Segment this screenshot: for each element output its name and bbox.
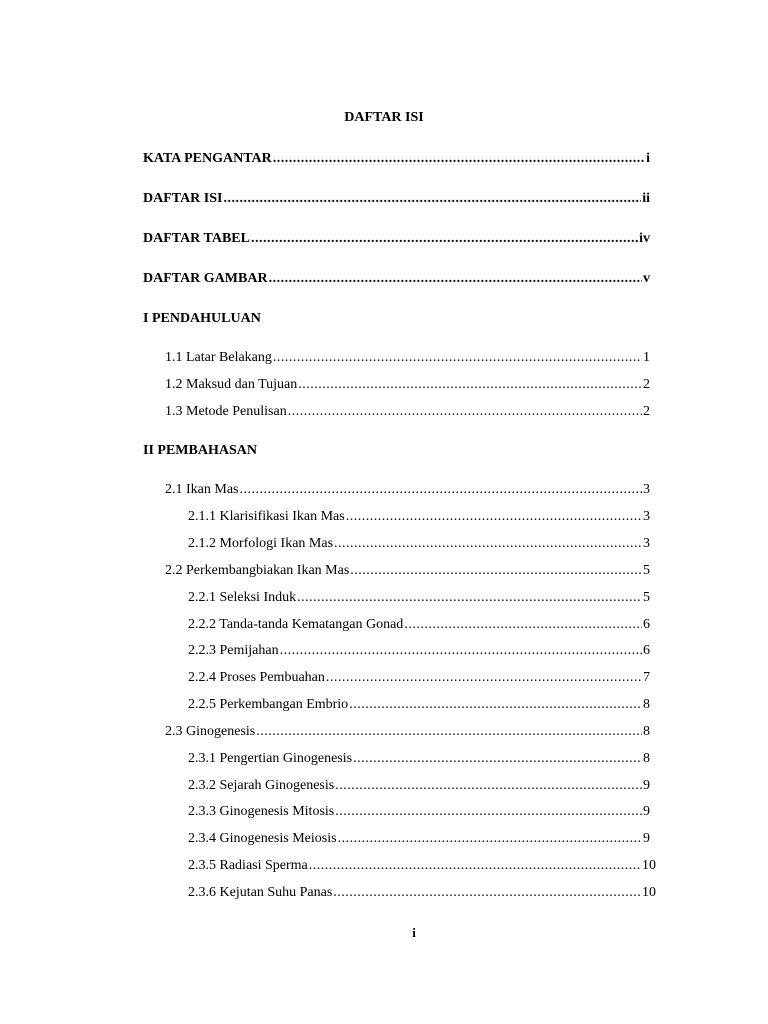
toc-subentry[interactable] [188, 642, 650, 660]
dot-leader [335, 803, 642, 821]
toc-entry-label: 2.3.2 Sejarah Ginogenesis [188, 778, 335, 793]
toc-entry[interactable] [165, 481, 650, 499]
page-title: DAFTAR ISI [344, 110, 424, 125]
toc-entry-daftar-tabel[interactable] [143, 230, 650, 248]
toc-page-number: 8 [643, 751, 650, 766]
toc-page-number: 2 [643, 377, 650, 392]
dot-leader [273, 349, 642, 367]
toc-page-number: 10 [642, 858, 656, 873]
dot-leader [273, 150, 645, 168]
toc-page-number: iv [639, 231, 650, 246]
toc-page-number: 8 [643, 697, 650, 712]
chapter-heading-pembahasan: II PEMBAHASAN [143, 443, 257, 458]
dot-leader [334, 535, 642, 553]
toc-entry-label: 1.2 Maksud dan Tujuan [165, 377, 298, 392]
toc-entry-label: 2.2.2 Tanda-tanda Kematangan Gonad [188, 617, 404, 632]
dot-leader [326, 669, 642, 687]
toc-entry[interactable] [165, 403, 650, 421]
toc-entry-label: 2.1.2 Morfologi Ikan Mas [188, 536, 334, 551]
dot-leader [256, 723, 642, 741]
toc-subentry[interactable] [188, 589, 650, 607]
dot-leader [251, 230, 638, 248]
toc-entry-label: 2.3.4 Ginogenesis Meiosis [188, 831, 337, 846]
toc-page-number: 3 [643, 482, 650, 497]
toc-page-number: 6 [643, 617, 650, 632]
dot-leader [346, 508, 642, 526]
toc-subentry[interactable] [188, 696, 650, 714]
toc-entry-label: 2.3.5 Radiasi Sperma [188, 858, 308, 873]
toc-page-number: 1 [643, 350, 650, 365]
toc-subentry[interactable] [188, 884, 656, 902]
dot-leader [350, 562, 642, 580]
toc-page-number: 10 [642, 885, 656, 900]
toc-entry-label: 2.2 Perkembangbiakan Ikan Mas [165, 563, 350, 578]
toc-entry-label: DAFTAR GAMBAR [143, 271, 268, 286]
toc-entry-label: 1.1 Latar Belakang [165, 350, 272, 365]
toc-entry-label: DAFTAR ISI [143, 191, 223, 206]
toc-subentry[interactable] [188, 803, 650, 821]
toc-entry-label: 2.3 Ginogenesis [165, 724, 256, 739]
dot-leader [223, 190, 641, 208]
toc-entry-label: 2.3.1 Pengertian Ginogenesis [188, 751, 353, 766]
toc-entry-label: 1.3 Metode Penulisan [165, 404, 287, 419]
toc-entry-label: 2.3.6 Kejutan Suhu Panas [188, 885, 333, 900]
toc-page-number: 2 [643, 404, 650, 419]
dot-leader [349, 696, 642, 714]
toc-page-number: 6 [643, 643, 650, 658]
toc-page-number: i [646, 151, 650, 166]
toc-subentry[interactable] [188, 669, 650, 687]
dot-leader [288, 403, 642, 421]
toc-page-number: 5 [643, 590, 650, 605]
toc-entry-label: KATA PENGANTAR [143, 151, 272, 166]
toc-entry-label: 2.3.3 Ginogenesis Mitosis [188, 804, 335, 819]
toc-entry-label: 2.1.1 Klarisifikasi Ikan Mas [188, 509, 345, 524]
toc-entry-label: DAFTAR TABEL [143, 231, 250, 246]
dot-leader [333, 884, 641, 902]
toc-subentry[interactable] [188, 508, 650, 526]
dot-leader [335, 777, 642, 795]
toc-entry-kata-pengantar[interactable] [143, 150, 650, 168]
toc-subentry[interactable] [188, 777, 650, 795]
toc-entry-label: 2.1 Ikan Mas [165, 482, 239, 497]
dot-leader [309, 857, 641, 875]
toc-page-number: ii [642, 191, 650, 206]
toc-page-number: 8 [643, 724, 650, 739]
dot-leader [240, 481, 643, 499]
toc-entry-daftar-isi[interactable] [143, 190, 650, 208]
toc-entry-label: 2.2.5 Perkembangan Embrio [188, 697, 349, 712]
chapter-heading-pendahuluan: I PENDAHULUAN [143, 311, 261, 326]
toc-page-number: 3 [643, 536, 650, 551]
dot-leader [338, 830, 642, 848]
toc-page-number: v [643, 271, 650, 286]
toc-entry[interactable] [165, 376, 650, 394]
toc-page-number: 9 [643, 778, 650, 793]
dot-leader [297, 589, 642, 607]
toc-page-number: 3 [643, 509, 650, 524]
dot-leader [298, 376, 642, 394]
toc-subentry[interactable] [188, 830, 650, 848]
toc-entry-label: 2.2.4 Proses Pembuahan [188, 670, 325, 685]
toc-subentry[interactable] [188, 750, 650, 768]
dot-leader [269, 270, 642, 288]
dot-leader [404, 616, 642, 634]
toc-page-number: 5 [643, 563, 650, 578]
toc-page-number: 9 [643, 804, 650, 819]
dot-leader [280, 642, 642, 660]
toc-subentry[interactable] [188, 616, 650, 634]
toc-entry[interactable] [165, 562, 650, 580]
toc-entry-label: 2.2.3 Pemijahan [188, 643, 279, 658]
toc-entry-label: 2.2.1 Seleksi Induk [188, 590, 297, 605]
footer-page-number: i [412, 925, 416, 940]
toc-page-number: 7 [643, 670, 650, 685]
toc-subentry[interactable] [188, 535, 650, 553]
toc-subentry[interactable] [188, 857, 656, 875]
toc-entry[interactable] [165, 349, 650, 367]
dot-leader [353, 750, 642, 768]
toc-entry-daftar-gambar[interactable] [143, 270, 650, 288]
toc-entry[interactable] [165, 723, 650, 741]
toc-page-number: 9 [643, 831, 650, 846]
